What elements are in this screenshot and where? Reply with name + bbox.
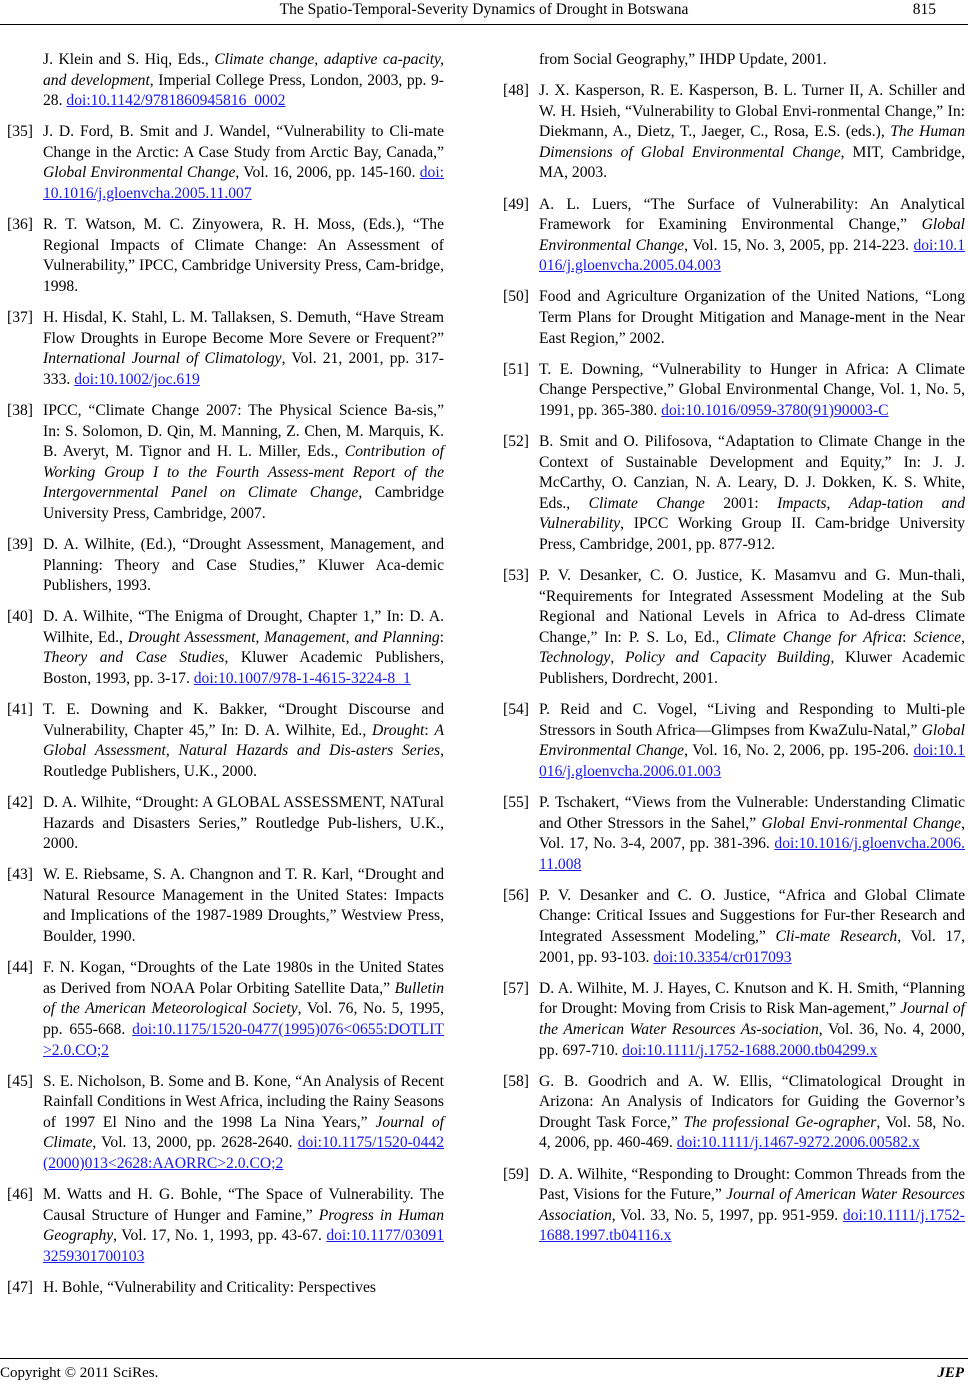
reference-text: H. Bohle, “Vulnerability and Criticality: Perspectives bbox=[43, 1278, 376, 1296]
reference-entry bbox=[7, 958, 444, 1061]
reference-text: IPCC, “Climate Change 2007: The Physical Science Ba-sis,” In: S. Solomon, D. Qin, M. Manning, Z. Chen, M. Marquis, K. B. Averyt, M. Tignor and H. L. Miller, Eds., Contribution of Working Group I to the Fourth Assess-ment Report of the Intergovernmental Panel on Climate Change, Cambridge University Press, Cambridge, 2007. bbox=[43, 401, 444, 522]
reference-entry bbox=[7, 535, 444, 597]
reference-text: J. D. Ford, B. Smit and J. Wandel, “Vulnerability to Cli-mate Change in the Arctic: A Case Study from Arctic Bay, Canada,” Global Environmental Change, Vol. 16, 2006, pp. 145-160. doi:10.1016/j.gloenvcha.2005.11.007 bbox=[43, 123, 444, 203]
reference-entry bbox=[7, 607, 444, 689]
doi-link[interactable]: doi:10.1142/9781860945816_0002 bbox=[66, 92, 286, 110]
reference-number: [53] bbox=[503, 567, 529, 585]
doi-link[interactable]: doi:10.1111/j.1752-1688.1997.tb04116.x bbox=[539, 1206, 965, 1245]
reference-entry bbox=[503, 566, 965, 690]
reference-text: D. A. Wilhite, “Drought: A GLOBAL ASSESSMENT, NATural Hazards and Disasters Series,” Routledge Pub-lishers, U.K., 2000. bbox=[43, 794, 444, 853]
reference-text: T. E. Downing, “Vulnerability to Hunger in Africa: A Climate Change Perspective,” Global Environmental Change, Vol. 1, No. 5, 1991, pp. 365-380. doi:10.1016/0959-3780(91)90003-C bbox=[539, 360, 965, 419]
reference-text: Food and Agriculture Organization of the United Nations, “Long Term Plans for Drought Mitigation and Manage-ment in the Near East Region,” 2002. bbox=[539, 288, 965, 347]
reference-number: [43] bbox=[7, 866, 33, 884]
reference-number: [51] bbox=[503, 360, 529, 378]
reference-column-right bbox=[503, 50, 965, 1257]
reference-number: [46] bbox=[7, 1186, 33, 1204]
journal-abbreviation: JEP bbox=[937, 1365, 964, 1381]
doi-link[interactable]: doi:10.1175/1520-0442(2000)013<2628:AAORRC>2.0.CO;2 bbox=[43, 1134, 444, 1172]
reference-number: [39] bbox=[7, 535, 33, 553]
reference-text: A. L. Luers, “The Surface of Vulnerability: An Analytical Framework for Examining Environmental Change,” Global Environmental Change, Vol. 15, No. 3, 2005, pp. 214-223. doi:10.1016/j.gloenvcha.2005.04.003 bbox=[539, 195, 965, 275]
reference-entry bbox=[503, 50, 965, 71]
reference-entry bbox=[503, 1165, 965, 1247]
reference-text: G. B. Goodrich and A. W. Ellis, “Climatological Drought in Arizona: An Analysis of Indicators for Guiding the Governor’s Drought Task Force,” The professional Ge-ographer, Vol. 58, No. 4, 2006, pp. 460-469. doi:10.1111/j.1467-9272.2006.00582.x bbox=[539, 1072, 965, 1152]
reference-text: D. A. Wilhite, “The Enigma of Drought, Chapter 1,” In: D. A. Wilhite, Ed., Drought Assessment, Management, and Planning: Theory and Case Studies, Kluwer Academic Publishers, Boston, 1993, pp. 3-17. doi:10.1007/978-1-4615-3224-8_1 bbox=[43, 608, 445, 688]
doi-link[interactable]: doi:10.1007/978-1-4615-3224-8_1 bbox=[193, 670, 411, 688]
reference-entry bbox=[503, 360, 965, 422]
doi-link[interactable]: doi:10.1016/j.gloenvcha.2006.11.008 bbox=[539, 835, 965, 873]
reference-number: [38] bbox=[7, 401, 33, 419]
reference-entry bbox=[503, 287, 965, 349]
page-header bbox=[0, 0, 968, 28]
reference-entry bbox=[7, 700, 444, 782]
running-title: The Spatio-Temporal-Severity Dynamics of Drought in Botswana bbox=[279, 1, 689, 18]
reference-entry bbox=[7, 1185, 444, 1267]
reference-number: [37] bbox=[7, 309, 33, 327]
doi-link[interactable]: doi:10.1016/j.gloenvcha.2005.11.007 bbox=[43, 164, 444, 203]
reference-number: [59] bbox=[503, 1165, 529, 1183]
reference-text: P. V. Desanker and C. O. Justice, “Africa and Global Climate Change: Critical Issues and Suggestions for Fur-ther Research and Integrated Assessment Modeling,” Cli-mate Research, Vol. 17, 2001, pp. 93-103. doi:10.3354/cr017093 bbox=[539, 886, 965, 966]
page-footer bbox=[0, 1358, 968, 1386]
reference-entry bbox=[7, 865, 444, 947]
doi-link[interactable]: doi:10.1016/j.gloenvcha.2006.01.003 bbox=[539, 742, 965, 780]
header-rule bbox=[0, 24, 968, 25]
reference-entry bbox=[7, 308, 444, 390]
reference-text: S. E. Nicholson, B. Some and B. Kone, “An Analysis of Recent Rainfall Conditions in West Africa, including the Rainy Seasons of 1997 El Nino and the 1998 La Nina Years,” Journal of Climate, Vol. 13, 2000, pp. 2628-2640. doi:10.1175/1520-0442(2000)013<2628:AAORRC>2.0.CO;2 bbox=[43, 1072, 444, 1172]
reference-text: from Social Geography,” IHDP Update, 2001. bbox=[539, 51, 827, 68]
reference-text: P. Reid and C. Vogel, “Living and Responding to Multi-ple Stressors in South Africa—Glimpses from KwaZulu-Natal,” Global Environmental Change, Vol. 16, No. 2, 2006, pp. 195-206. doi:10.1016/j.gloenvcha.2006.01.003 bbox=[539, 701, 965, 780]
reference-number: [47] bbox=[7, 1278, 33, 1296]
doi-link[interactable]: doi:10.1111/j.1467-9272.2006.00582.x bbox=[676, 1134, 920, 1152]
doi-link[interactable]: doi:10.1016/0959-3780(91)90003-C bbox=[661, 401, 889, 419]
reference-entry bbox=[503, 195, 965, 277]
doi-link[interactable]: doi:10.3354/cr017093 bbox=[653, 948, 792, 966]
reference-text: D. A. Wilhite, (Ed.), “Drought Assessment, Management, and Planning: Theory and Case Studies,” Kluwer Aca-demic Publishers, 1993. bbox=[43, 535, 444, 595]
reference-number: [56] bbox=[503, 886, 529, 904]
reference-text: H. Hisdal, K. Stahl, L. M. Tallaksen, S. Demuth, “Have Stream Flow Droughts in Europe Become More Severe or Frequent?” International Journal of Climatology, Vol. 21, 2001, pp. 317-333. doi:10.1002/joc.619 bbox=[43, 309, 444, 388]
reference-entry bbox=[7, 1278, 444, 1299]
reference-text: J. Klein and S. Hiq, Eds., Climate change, adaptive ca-pacity, and development, Imperial College Press, London, 2003, pp. 9-28. doi:10.1142/9781860945816_0002 bbox=[43, 51, 444, 110]
reference-entry bbox=[503, 432, 965, 556]
reference-entry bbox=[503, 81, 965, 184]
reference-entry bbox=[7, 401, 444, 525]
reference-text: D. A. Wilhite, “Responding to Drought: Common Threads from the Past, Visions for the Future,” Journal of American Water Resources Association, Vol. 33, No. 5, 1997, pp. 951-959. doi:10.1111/j.1752-1688.1997.tb04116.x bbox=[539, 1165, 965, 1245]
page-number: 815 bbox=[912, 1, 936, 18]
reference-entry bbox=[503, 793, 965, 875]
reference-text: P. Tschakert, “Views from the Vulnerable: Understanding Climatic and Other Stressors in the Sahel,” Global Envi-ronmental Change, Vol. 17, No. 3-4, 2007, pp. 381-396. doi:10.1016/j.gloenvcha.2006.11.008 bbox=[539, 794, 965, 873]
reference-entry bbox=[7, 1072, 444, 1175]
doi-link[interactable]: doi:10.1002/joc.619 bbox=[74, 370, 200, 388]
doi-link[interactable]: doi:10.1175/1520-0477(1995)076<0655:DOTLIT>2.0.CO;2 bbox=[43, 1020, 444, 1059]
reference-number: [40] bbox=[7, 608, 33, 626]
reference-text: R. T. Watson, M. C. Zinyowera, R. H. Moss, (Eds.), “The Regional Impacts of Climate Change: An Assessment of Vulnerability,” IPCC, Cambridge University Press, Cam-bridge, 1998. bbox=[43, 216, 444, 295]
reference-number: [50] bbox=[503, 288, 529, 306]
reference-entry bbox=[7, 215, 444, 297]
reference-number: [52] bbox=[503, 433, 529, 450]
reference-number: [55] bbox=[503, 794, 529, 811]
reference-entry bbox=[7, 122, 444, 204]
reference-number: [42] bbox=[7, 794, 33, 811]
reference-number: [35] bbox=[7, 123, 33, 141]
reference-number: [54] bbox=[503, 701, 529, 719]
reference-number: [44] bbox=[7, 959, 33, 977]
reference-text: T. E. Downing and K. Bakker, “Drought Discourse and Vulnerability, Chapter 45,” In: D. A. Wilhite, Ed., Drought: A Global Assessment, Natural Hazards and Dis-asters Series, Routledge Publishers, U.K., 2000. bbox=[43, 701, 445, 780]
reference-text: J. X. Kasperson, R. E. Kasperson, B. L. Turner II, A. Schiller and W. H. Hsieh, “Vulnerability to Global Envi-ronmental Change,” In: Diekmann, A., Dietz, T., Jaeger, C., Rosa, E.S. (eds.), The Human Dimensions of Global Environmental Change, MIT, Cambridge, MA, 2003. bbox=[539, 82, 966, 182]
doi-link[interactable]: doi:10.1111/j.1752-1688.2000.tb04299.x bbox=[622, 1041, 878, 1059]
footer-rule bbox=[0, 1358, 968, 1359]
reference-text: P. V. Desanker, C. O. Justice, K. Masamvu and G. Mun-thali, “Requirements for Integrated Assessment Modeling at the Sub Regional and National Levels in Africa to Ad-dress Climate Change,” In: P. S. Lo, Ed., Climate Change for Africa: Science, Technology, Policy and Capacity Building, Kluwer Academic Publishers, Dordrecht, 2001. bbox=[539, 567, 966, 688]
reference-number: [58] bbox=[503, 1072, 529, 1090]
reference-number: [49] bbox=[503, 195, 529, 213]
reference-number: [36] bbox=[7, 216, 33, 234]
reference-text: F. N. Kogan, “Droughts of the Late 1980s in the United States as Derived from NOAA Polar Orbiting Satellite Data,” Bulletin of the American Meteorological Society, Vol. 76, No. 5, 1995, pp. 655-668. doi:10.1175/1520-0477(1995)076<0655:DOTLIT>2.0.CO;2 bbox=[43, 959, 444, 1059]
reference-number: [41] bbox=[7, 701, 33, 719]
reference-entry bbox=[503, 979, 965, 1061]
reference-entry bbox=[7, 50, 444, 112]
doi-link[interactable]: doi:10.1016/j.gloenvcha.2005.04.003 bbox=[539, 236, 965, 275]
reference-text: W. E. Riebsame, S. A. Changnon and T. R. Karl, “Drought and Natural Resource Management in the United States: Impacts and Implications of the 1987-1989 Droughts,” Westview Press, Boulder, 1990. bbox=[43, 866, 444, 946]
reference-column-left bbox=[7, 50, 444, 1309]
reference-number: [45] bbox=[7, 1072, 33, 1090]
reference-number: [48] bbox=[503, 82, 529, 100]
reference-entry bbox=[7, 793, 444, 855]
reference-number: [57] bbox=[503, 979, 529, 997]
reference-text: M. Watts and H. G. Bohle, “The Space of Vulnerability. The Causal Structure of Hunger and Famine,” Progress in Human Geography, Vol. 17, No. 1, 1993, pp. 43-67. doi:10.1177/030913259301700103 bbox=[43, 1186, 444, 1265]
copyright-text: Copyright © 2011 SciRes. bbox=[0, 1365, 159, 1381]
reference-text: B. Smit and O. Pilifosova, “Adaptation to Climate Change in the Context of Sustainable Development and Equity,” In: J. J. McCarthy, O. Canzian, N. A. Leary, D. J. Dokken, K. S. White, Eds., Climate Change 2001: Impacts, Adap-tation and Vulnerability, IPCC Working Group II. Cam-bridge University Press, Cambridge, 2001, pp. 877-912. bbox=[539, 433, 965, 553]
reference-entry bbox=[503, 886, 965, 968]
reference-entry bbox=[503, 1072, 965, 1154]
doi-link[interactable]: doi:10.1177/030913259301700103 bbox=[43, 1227, 444, 1265]
reference-entry bbox=[503, 700, 965, 782]
reference-text: D. A. Wilhite, M. J. Hayes, C. Knutson and K. H. Smith, “Planning for Drought: Moving from Crisis to Risk Man-agement,” Journal of the American Water Resources As-sociation, Vol. 36, No. 4, 2000, pp. 697-710. doi:10.1111/j.1752-1688.2000.tb04299.x bbox=[539, 979, 965, 1059]
